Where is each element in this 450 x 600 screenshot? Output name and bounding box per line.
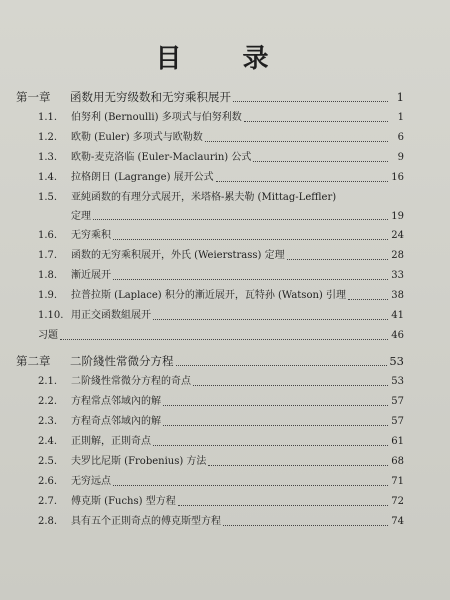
toc-page-number: 41 xyxy=(391,310,404,321)
toc-page-number: 57 xyxy=(391,396,404,407)
toc-entry-number: 1.5. xyxy=(38,192,58,203)
toc-entry-label: 定理 xyxy=(71,211,91,222)
toc-page-number: 53 xyxy=(391,376,404,387)
toc-entry-label: 无穷远点 xyxy=(71,476,111,487)
toc-entry-number: 2.4. xyxy=(38,436,58,447)
toc-section-row xyxy=(16,412,404,432)
toc-entry-number: 2.2. xyxy=(38,396,58,407)
toc-section-row xyxy=(16,266,404,286)
toc-leader-dots xyxy=(233,101,388,102)
toc-leader-dots xyxy=(163,425,388,426)
toc-entry-number: 1.8. xyxy=(38,270,58,281)
toc-leader-dots xyxy=(205,141,388,142)
toc-page-number: 19 xyxy=(391,211,404,222)
toc-section-row xyxy=(16,512,404,532)
toc-section-row xyxy=(16,372,404,392)
toc-section-row xyxy=(16,472,404,492)
toc-entry-label: 二阶綫性常微分方程的奇点 xyxy=(71,376,191,387)
toc-leader-dots xyxy=(287,259,388,260)
toc-section-row xyxy=(16,246,404,266)
toc-page-number: 68 xyxy=(391,456,404,467)
toc-entry-label: 函数用无穷级数和无穷乘积展开 xyxy=(70,90,231,104)
toc-entry-label: 伯努利 (Bernoulli) 多项式与伯努利数 xyxy=(71,112,242,123)
toc-entry-number: 2.8. xyxy=(38,516,58,527)
toc-leader-dots xyxy=(153,445,388,446)
toc-entry-label: 二阶綫性常微分方程 xyxy=(70,354,174,368)
toc-page-number: 61 xyxy=(391,436,404,447)
toc-leader-dots xyxy=(113,239,388,240)
toc-entry-label: 亚純函数的有理分式展开，米塔格-累夫勒 (Mittag-Leffler) xyxy=(71,192,337,203)
toc-exercise-row xyxy=(16,326,404,346)
toc-page-number: 33 xyxy=(391,270,404,281)
toc-leader-dots xyxy=(178,505,388,506)
toc-leader-dots xyxy=(93,219,388,220)
toc-entry-number: 1.9. xyxy=(38,290,58,301)
toc-leader-dots xyxy=(176,365,388,366)
toc-entry-number: 第一章 xyxy=(16,90,51,104)
toc-section-row xyxy=(16,286,404,306)
toc-leader-dots xyxy=(163,405,388,406)
toc-leader-dots xyxy=(216,181,388,182)
toc-entry-number: 2.1. xyxy=(38,376,58,387)
toc-leader-dots xyxy=(244,121,388,122)
toc-page-number: 16 xyxy=(391,172,404,183)
toc-section-row xyxy=(16,108,404,128)
toc-chapter-row xyxy=(16,350,404,372)
table-of-contents xyxy=(16,82,404,532)
toc-leader-dots xyxy=(113,485,388,486)
toc-entry-label: 傅克斯 (Fuchs) 型方程 xyxy=(71,496,176,507)
toc-entry-label: 拉格朗日 (Lagrange) 展开公式 xyxy=(71,172,214,183)
toc-section-row xyxy=(16,306,404,326)
toc-page-number: 1 xyxy=(396,90,404,104)
toc-page-number: 46 xyxy=(391,330,404,341)
toc-page-number: 74 xyxy=(391,516,404,527)
toc-entry-label: 具有五个正則奇点的傅克斯型方程 xyxy=(71,516,221,527)
toc-entry-number: 1.3. xyxy=(38,152,58,163)
toc-page-number: 24 xyxy=(391,230,404,241)
toc-page-number: 72 xyxy=(391,496,404,507)
toc-section-row xyxy=(16,492,404,512)
toc-leader-dots xyxy=(113,279,388,280)
toc-entry-number: 1.4. xyxy=(38,172,58,183)
toc-leader-dots xyxy=(348,299,388,300)
toc-entry-label: 方程常点邻域內的解 xyxy=(71,396,161,407)
toc-section-row xyxy=(16,452,404,472)
page-title: 目 录 xyxy=(155,44,295,74)
toc-entry-label: 函数的无穷乘积展开，外氏 (Weierstrass) 定理 xyxy=(71,250,285,261)
toc-leader-dots xyxy=(193,385,388,386)
toc-entry-number: 2.7. xyxy=(38,496,58,507)
toc-entry-number: 1.2. xyxy=(38,132,58,143)
toc-section-row xyxy=(16,148,404,168)
toc-entry-label: 欧勒 (Euler) 多项式与欧勒数 xyxy=(71,132,203,143)
toc-leader-dots xyxy=(253,161,388,162)
toc-entry-label: 正則解，正則奇点 xyxy=(71,436,151,447)
toc-leader-dots xyxy=(153,319,388,320)
toc-page-number: 38 xyxy=(391,290,404,301)
toc-entry-number: 2.6. xyxy=(38,476,58,487)
toc-entry-label: 用正交函数組展开 xyxy=(71,310,151,321)
toc-page-number: 53 xyxy=(389,354,404,368)
toc-entry-number: 1.7. xyxy=(38,250,58,261)
toc-section-row xyxy=(16,128,404,148)
toc-entry-number: 1.6. xyxy=(38,230,58,241)
toc-section-row xyxy=(16,432,404,452)
toc-leader-dots xyxy=(208,465,388,466)
toc-entry-label: 习题 xyxy=(38,330,58,341)
toc-leader-dots xyxy=(60,339,388,340)
toc-entry-label: 夫罗比尼斯 (Frobenius) 方法 xyxy=(71,456,207,467)
toc-entry-label: 无穷乘积 xyxy=(71,230,111,241)
toc-section-row xyxy=(16,208,404,226)
toc-section-row xyxy=(16,226,404,246)
toc-entry-label: 欧勒-麦克洛临 (Euler-Maclaurin) 公式 xyxy=(71,152,252,163)
toc-entry-number: 1.1. xyxy=(38,112,58,123)
toc-section-row xyxy=(16,168,404,188)
toc-entry-number: 第二章 xyxy=(16,354,51,368)
toc-page-number: 9 xyxy=(397,152,404,163)
toc-page-number: 57 xyxy=(391,416,404,427)
toc-entry-number: 2.5. xyxy=(38,456,58,467)
toc-entry-label: 漸近展开 xyxy=(71,270,111,281)
toc-chapter-row xyxy=(16,86,404,108)
toc-page-number: 28 xyxy=(391,250,404,261)
toc-entry-number: 2.3. xyxy=(38,416,58,427)
toc-section-row xyxy=(16,392,404,412)
toc-section-row xyxy=(16,188,404,208)
toc-page-number: 1 xyxy=(397,112,404,123)
toc-entry-number: 1.10. xyxy=(38,310,64,321)
toc-entry-label: 拉普拉斯 (Laplace) 积分的漸近展开，瓦特孙 (Watson) 引理 xyxy=(71,290,346,301)
toc-page-number: 6 xyxy=(397,132,404,143)
toc-leader-dots xyxy=(223,525,388,526)
toc-page-number: 71 xyxy=(391,476,404,487)
toc-entry-label: 方程奇点邻域內的解 xyxy=(71,416,161,427)
